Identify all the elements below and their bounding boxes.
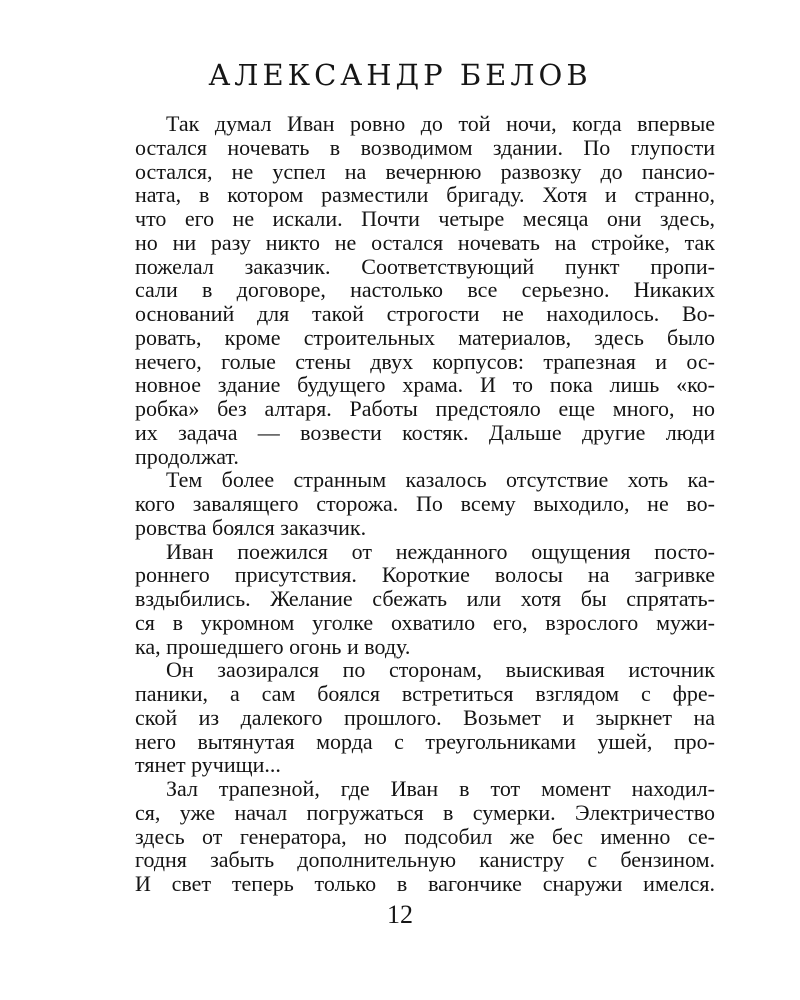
paragraph — [135, 777, 715, 896]
paragraph — [135, 112, 715, 468]
text-line: оснований для такой строгости не находилось. Во- — [135, 301, 715, 326]
text-line: робка» без алтаря. Работы предстояло еще много, но — [135, 396, 715, 421]
text-line: ской из далекого прошлого. Возьмет и зыркнет на — [135, 704, 715, 730]
text-line: ка, прошедшего огонь и воду. — [135, 633, 411, 659]
text-line: их задача — возвести костяк. Дальше другие люди — [135, 419, 715, 445]
text-line: Иван поежился от нежданного ощущения посто- — [166, 538, 715, 564]
body-text — [135, 112, 715, 896]
text-line: ровства боялся заказчик. — [135, 514, 367, 540]
text-line: ся в укромном уголке охватило его, взрослого мужи- — [135, 609, 715, 635]
text-line: вздыбились. Желание сбежать или хотя бы спрятать- — [135, 586, 715, 611]
text-line: Зал трапезной, где Иван в тот момент находил- — [166, 776, 715, 801]
text-line: кого завалящего сторожа. По всему выходило, не во- — [135, 491, 715, 516]
text-line: нечего, голые стены двух корпусов: трапезная и ос- — [135, 348, 715, 374]
text-line: паники, а сам боялся встретиться взглядом с фре- — [135, 681, 715, 706]
text-line: здесь от генератора, но подсобил же бес именно се- — [135, 823, 715, 849]
text-line: но ни разу никто не остался ночевать на стройке, так — [135, 229, 715, 255]
text-line: новное здание будущего храма. И то пока лишь «ко- — [135, 372, 715, 398]
text-line: ната, в котором разместили бригаду. Хотя и странно, — [135, 182, 715, 208]
text-line: продолжат. — [135, 443, 239, 469]
text-line: И свет теперь только в вагончике снаружи имелся. — [135, 871, 715, 896]
paragraph — [135, 468, 715, 539]
page-number: 12 — [387, 900, 413, 929]
text-line: пожелал заказчик. Соответствующий пункт пропи- — [135, 253, 715, 279]
text-line: ровать, кроме строительных материалов, здесь было — [135, 324, 715, 350]
text-line: Тем более странным казалось отсутствие хоть ка- — [166, 467, 715, 493]
text-line: что его не искали. Почти четыре месяца они здесь, — [135, 206, 715, 231]
text-line: роннего присутствия. Короткие волосы на загривке — [135, 562, 715, 588]
paragraph — [135, 658, 715, 777]
text-line: ся, уже начал погружаться в сумерки. Электричество — [135, 799, 715, 825]
text-line: сали в договоре, настолько все серьезно. Никаких — [135, 277, 715, 303]
text-line: него вытянутая морда с треугольниками ушей, про- — [135, 728, 715, 754]
paragraph — [135, 540, 715, 659]
text-line: остался ночевать в возводимом здании. По глупости — [135, 134, 715, 160]
text-line: тянет ручищи... — [135, 752, 281, 778]
running-head-author: АЛЕКСАНДР БЕЛОВ — [208, 58, 592, 92]
text-line: Он заозирался по сторонам, выискивая источник — [166, 657, 715, 683]
text-line: Так думал Иван ровно до той ночи, когда впервые — [166, 111, 715, 136]
text-line: годня забыть дополнительную канистру с бензином. — [135, 847, 715, 873]
text-line: остался, не успел на вечернюю развозку до пансио- — [135, 158, 715, 184]
